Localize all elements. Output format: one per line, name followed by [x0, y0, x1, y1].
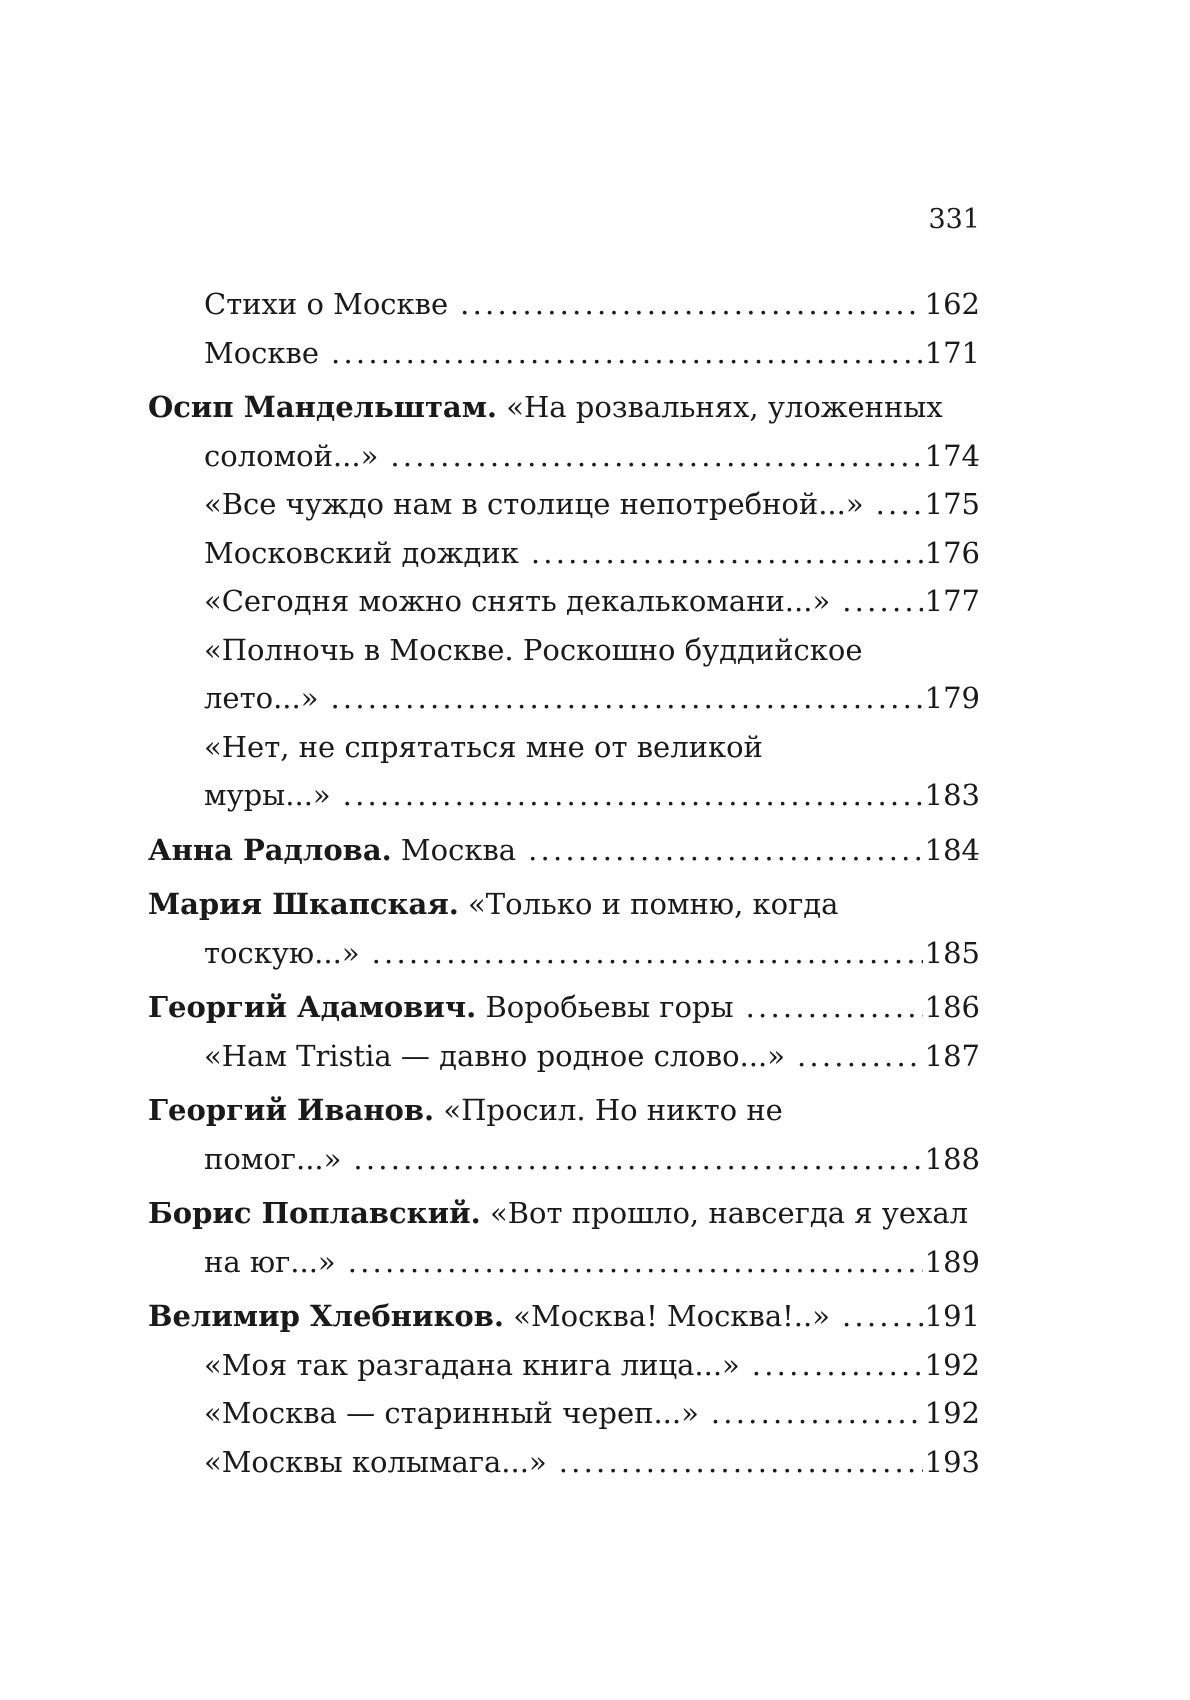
toc-author-entry: [148, 383, 980, 432]
entry-page: 174: [924, 438, 980, 473]
entry-title: «Сегодня можно снять декалькомани...»: [204, 584, 831, 618]
toc-author-entry: [148, 983, 980, 1032]
toc-entry: [148, 280, 980, 329]
toc-author-entry: [148, 880, 980, 929]
entry-title: помог...»: [204, 1141, 342, 1176]
entry-title: тоскую...»: [204, 935, 360, 970]
entry-title: «Просил. Но никто не: [434, 1093, 783, 1127]
entry-page: 176: [924, 535, 980, 570]
dot-leader: [876, 480, 923, 529]
dot-leader: [531, 529, 923, 578]
entry-page: 171: [924, 335, 980, 370]
toc-entry-continuation: [148, 432, 980, 481]
entry-title: «Все чуждо нам в столице непотребной...»: [204, 487, 864, 521]
toc-entry-continuation: [148, 1238, 980, 1287]
entry-page: 175: [924, 487, 980, 521]
toc-author-entry: [148, 1189, 980, 1238]
toc-entry: [148, 1389, 980, 1438]
author-name: Георгий Адамович.: [148, 990, 477, 1024]
toc-entry: [148, 723, 980, 772]
entry-title: лето...»: [204, 681, 319, 715]
dot-leader: [797, 1032, 923, 1081]
entry-page: 186: [924, 990, 980, 1024]
dot-leader: [348, 1238, 923, 1287]
entry-title: «Полночь в Москве. Роскошно буддийское: [204, 632, 863, 667]
entry-page: 188: [924, 1141, 980, 1176]
entry-page: 189: [924, 1244, 980, 1279]
dot-leader: [559, 1438, 923, 1487]
entry-title: Московский дождик: [204, 535, 519, 570]
dot-leader: [331, 329, 923, 378]
entry-title: Москве: [204, 335, 320, 370]
entry-title: на юг...»: [204, 1244, 336, 1279]
author-name: Осип Мандельштам.: [148, 390, 497, 424]
entry-title: «На розвальнях, уложенных: [497, 390, 943, 424]
dot-leader: [331, 674, 923, 723]
toc-entry: [148, 1438, 980, 1487]
dot-leader: [353, 1135, 922, 1184]
toc-author-entry: [148, 826, 980, 875]
entry-page: 187: [924, 1038, 980, 1073]
entry-page: 185: [924, 935, 980, 970]
entry-title: «Нам Tristia — давно родное слово...»: [204, 1038, 785, 1073]
dot-leader: [372, 929, 923, 978]
dot-leader: [528, 826, 923, 875]
entry-title: «Москва — старинный череп...»: [204, 1396, 699, 1430]
entry-title: «Нет, не спрятаться мне от великой: [204, 729, 763, 764]
toc-entry-continuation: [148, 929, 980, 978]
entry-page: 192: [924, 1347, 980, 1382]
dot-leader: [711, 1389, 923, 1438]
toc-entry-continuation: [148, 771, 980, 820]
toc-entry: [148, 480, 980, 529]
entry-page: 177: [924, 584, 980, 618]
entry-title: «Моя так разгадана книга лица...»: [204, 1347, 740, 1382]
author-name: Велимир Хлебников.: [148, 1299, 505, 1333]
toc-author-entry: [148, 1292, 980, 1341]
toc-entry: [148, 529, 980, 578]
author-name: Георгий Иванов.: [148, 1093, 435, 1127]
entry-page: 193: [924, 1444, 980, 1479]
entry-page: 184: [924, 832, 980, 867]
dot-leader: [746, 983, 923, 1032]
toc-entry: [148, 577, 980, 626]
dot-leader: [460, 280, 922, 329]
dot-leader: [842, 577, 922, 626]
toc-entry-continuation: [148, 1135, 980, 1184]
entry-title: «Вот прошло, навсегда я уехал: [480, 1196, 969, 1230]
toc-entry: [148, 626, 980, 675]
table-of-contents: [148, 280, 980, 1486]
toc-entry: [148, 1341, 980, 1390]
entry-page: 179: [924, 681, 980, 715]
entry-title: муры...»: [204, 778, 331, 812]
entry-title: «Москва! Москва!..»: [504, 1299, 830, 1333]
author-name: Борис Поплавский.: [148, 1196, 481, 1230]
entry-page: 162: [924, 287, 980, 321]
author-name: Анна Радлова.: [148, 832, 392, 867]
entry-title: «Москвы колымага...»: [204, 1444, 547, 1479]
entry-page: 192: [924, 1396, 980, 1430]
entry-title: «Только и помню, когда: [458, 887, 839, 921]
toc-entry: [148, 329, 980, 378]
entry-page: 191: [924, 1299, 980, 1333]
dot-leader: [390, 432, 922, 481]
entry-title: Стихи о Москве: [204, 287, 449, 321]
dot-leader: [752, 1341, 923, 1390]
toc-entry: [148, 1032, 980, 1081]
entry-title: соломой...»: [204, 438, 379, 473]
toc-author-entry: [148, 1086, 980, 1135]
entry-page: 183: [924, 778, 980, 812]
author-name: Мария Шкапская.: [148, 887, 459, 921]
toc-entry-continuation: [148, 674, 980, 723]
dot-leader: [343, 771, 923, 820]
dot-leader: [842, 1292, 923, 1341]
entry-title: Москва: [391, 832, 517, 867]
entry-title: Воробьевы горы: [476, 990, 734, 1024]
page-number: 331: [928, 204, 980, 235]
